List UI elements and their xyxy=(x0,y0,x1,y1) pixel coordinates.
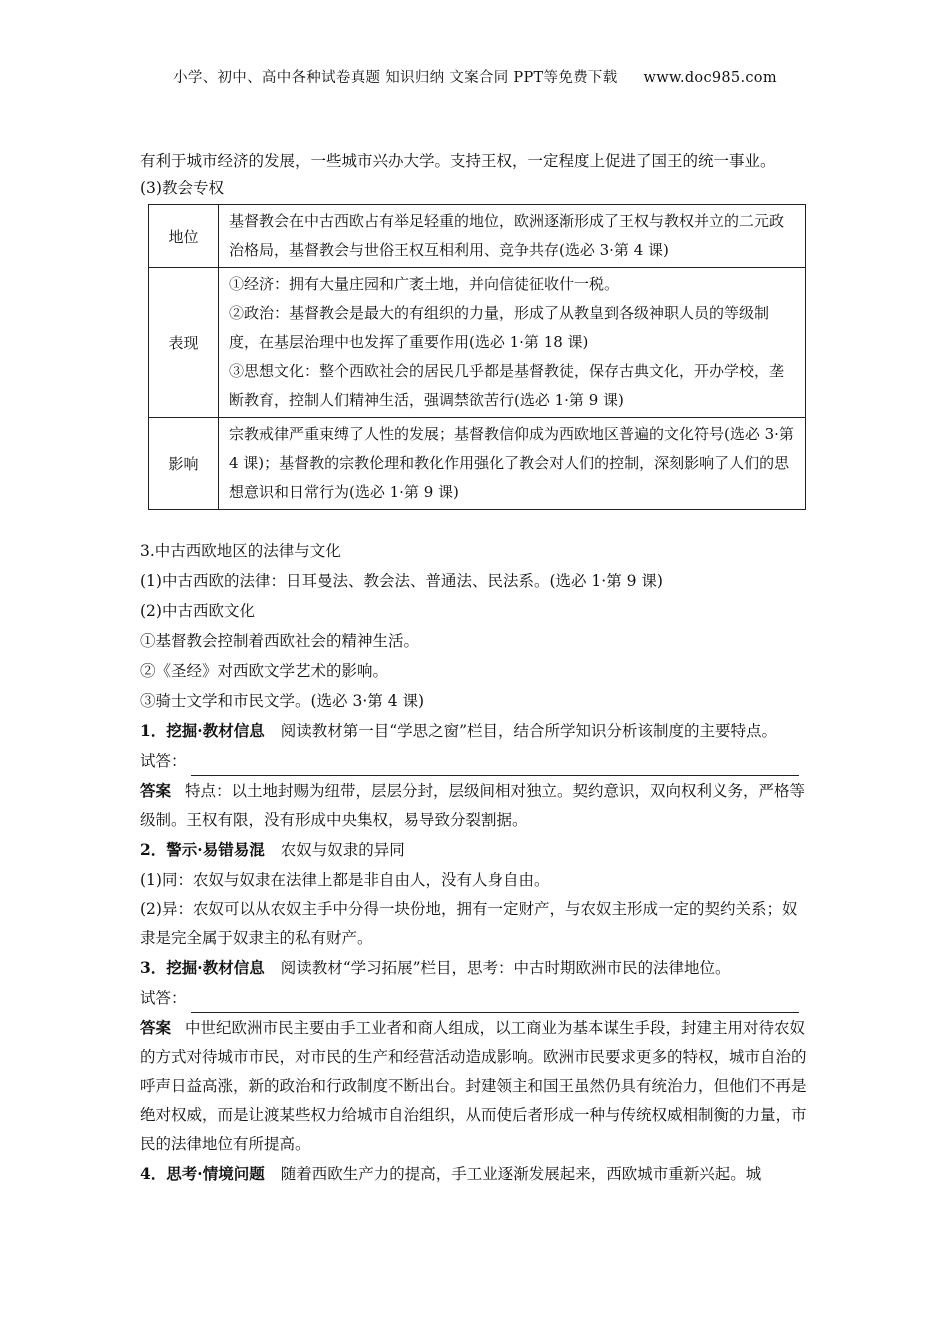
question-3 xyxy=(140,953,810,983)
culture-item: ①基督教会控制着西欧社会的精神生活。 xyxy=(140,632,420,650)
row-label: 表现 xyxy=(149,268,219,418)
diff-line: (2)异：农奴可以从农奴主手中分得一块份地，拥有一定财产，与农奴主形成一定的契约关系；奴隶是完全属于奴隶主的私有财产。 xyxy=(140,900,798,947)
row-label: 地位 xyxy=(149,205,219,268)
question-prompt: 随着西欧生产力的提高，手工业逐渐发展起来，西欧城市重新兴起。城 xyxy=(280,1165,762,1183)
question-tag: 挖掘·教材信息 xyxy=(166,721,265,740)
answer-3 xyxy=(140,1013,810,1159)
document-body xyxy=(140,148,810,1189)
row-content: 基督教会在中古西欧占有举足轻重的地位，欧洲逐渐形成了王权与教权并立的二元政治格局，基督教会与世俗王权互相利用、竞争共存(选必 3·第 4 课) xyxy=(219,205,806,268)
try-label: 试答： xyxy=(140,989,187,1007)
section-3-title: (3)教会专权 xyxy=(140,179,224,197)
same-line: (1)同：农奴与奴隶在法律上都是非自由人，没有人身自由。 xyxy=(140,871,550,889)
header-text: 小学、初中、高中各种试卷真题 知识归纳 文案合同 PPT等免费下载 xyxy=(173,70,618,86)
table-row xyxy=(149,418,806,510)
question-prompt: 阅读教材“学习拓展”栏目，思考：中古时期欧洲市民的法律地位。 xyxy=(280,959,731,977)
try-label: 试答： xyxy=(140,752,187,770)
row-line: ①经济：拥有大量庄园和广袤土地，并向信徒征收什一税。 xyxy=(229,275,620,293)
question-prompt: 农奴与奴隶的异同 xyxy=(280,841,405,859)
row-label: 影响 xyxy=(149,418,219,510)
question-number: 1． xyxy=(140,721,167,740)
try-answer-row xyxy=(140,983,810,1013)
question-2 xyxy=(140,835,810,865)
question-number: 3． xyxy=(140,958,167,977)
intro-line: 有利于城市经济的发展，一些城市兴办大学。支持王权，一定程度上促进了国王的统一事业。 xyxy=(140,152,776,170)
answer-blank[interactable] xyxy=(191,757,799,776)
question-number: 4． xyxy=(140,1164,167,1183)
question-tag: 挖掘·教材信息 xyxy=(166,958,265,977)
question-1 xyxy=(140,716,810,746)
answer-label: 答案 xyxy=(140,1018,172,1037)
row-line: ③思想文化：整个西欧社会的居民几乎都是基督教徒，保存古典文化，开办学校，垄断教育，控制人们精神生活，强调禁欲苦行(选必 1·第 9 课) xyxy=(229,362,785,409)
law-section-title: 3.中古西欧地区的法律与文化 xyxy=(140,542,341,560)
church-table xyxy=(148,204,806,510)
try-answer-row xyxy=(140,746,810,776)
table-row xyxy=(149,205,806,268)
answer-text: 特点：以土地封赐为纽带，层层分封，层级间相对独立。契约意识，双向权利义务，严格等级制。王权有限，没有形成中央集权，易导致分裂割据。 xyxy=(140,782,806,829)
law-line: (1)中古西欧的法律：日耳曼法、教会法、普通法、民法系。(选必 1·第 9 课) xyxy=(140,572,663,590)
culture-item: ②《圣经》对西欧文学艺术的影响。 xyxy=(140,662,389,680)
question-prompt: 阅读教材第一目“学思之窗”栏目，结合所学知识分析该制度的主要特点。 xyxy=(280,722,778,740)
answer-blank[interactable] xyxy=(191,994,799,1013)
answer-text: 中世纪欧洲市民主要由手工业者和商人组成，以工商业为基本谋生手段，封建主用对待农奴的方式对待城市市民，对市民的生产和经营活动造成影响。欧洲市民要求更多的特权，城市自治的呼声日益高涨，新的政治和行政制度不断出台。封建领主和国王虽然仍具有统治力，但他们不再是绝对权威，而是让渡某些权力给城市自治组织，从而使后者形成一种与传统权威相制衡的力量，市民的法律地位有所提高。 xyxy=(140,1019,807,1153)
table-row xyxy=(149,268,806,418)
page-header xyxy=(0,66,950,87)
header-url[interactable]: www.doc985.com xyxy=(643,70,777,86)
answer-label: 答案 xyxy=(140,781,172,800)
culture-item: ③骑士文学和市民文学。(选必 3·第 4 课) xyxy=(140,692,425,710)
question-tag: 思考·情境问题 xyxy=(166,1164,265,1183)
row-content: 宗教戒律严重束缚了人性的发展；基督教信仰成为西欧地区普遍的文化符号(选必 3·第 4 课)；基督教的宗教伦理和教化作用强化了教会对人们的控制，深刻影响了人们的思想意识和日常行为(选必 1·第 9 课) xyxy=(219,418,806,510)
question-4 xyxy=(140,1159,810,1189)
question-number: 2． xyxy=(140,840,167,859)
row-content xyxy=(219,268,806,418)
question-tag: 警示·易错易混 xyxy=(166,840,265,859)
answer-1 xyxy=(140,776,810,835)
row-line: ②政治：基督教会是最大的有组织的力量，形成了从教皇到各级神职人员的等级制度，在基层治理中也发挥了重要作用(选必 1·第 18 课) xyxy=(229,304,770,351)
culture-title: (2)中古西欧文化 xyxy=(140,602,255,620)
